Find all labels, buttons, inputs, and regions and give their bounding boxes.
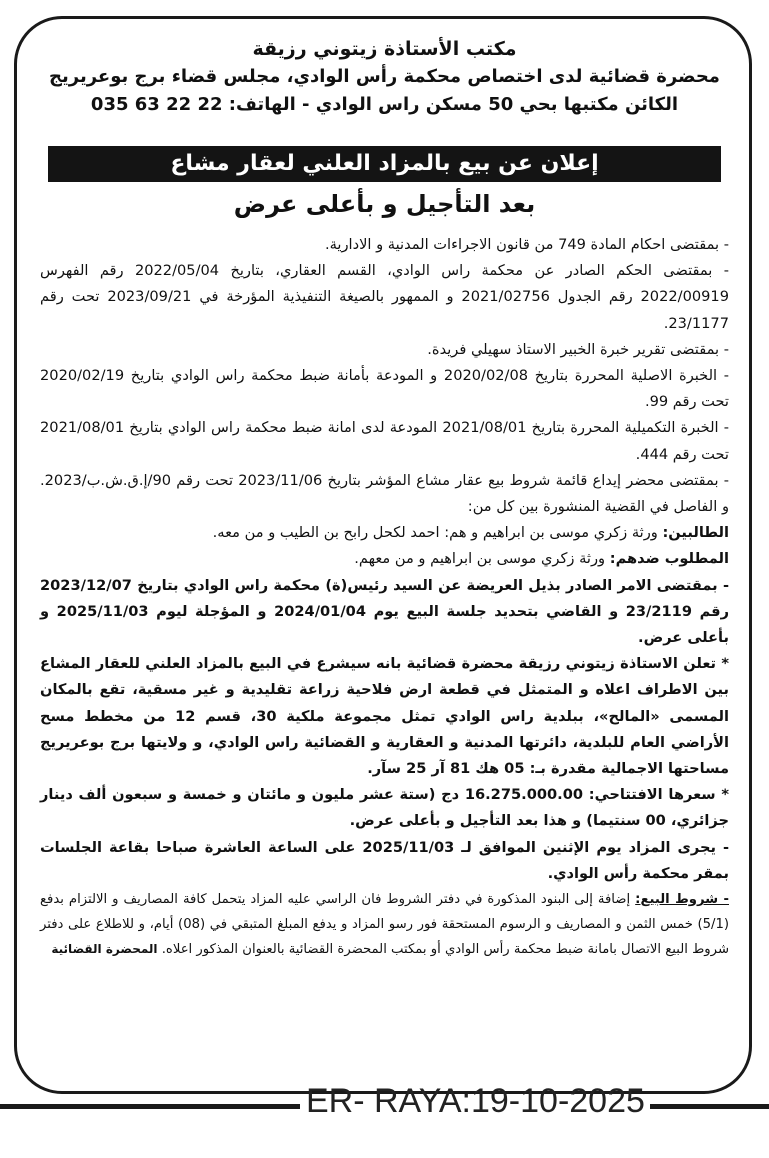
terms-label: - شروط البيع:	[635, 892, 729, 908]
newspaper-footer: ER- RAYA:19-10-2025	[306, 1082, 645, 1120]
paragraph-conditions-deposit: - بمقتضى محضر إيداع قائمة شروط بيع عقار مشاع المؤشر بتاريخ 2023/11/06 تحت رقم 90/إ.ق.ش.ب/2023. و الفاصل في القضية المنشورة بين كل من:	[40, 471, 729, 516]
claimants	[40, 520, 729, 546]
notice-title: إعلان عن بيع بالمزاد العلني لعقار مشاع	[48, 146, 721, 182]
defendants-label: المطلوب ضدهم:	[609, 550, 729, 568]
terms-value: إضافة إلى البنود المذكورة في دفتر الشروط فان الراسي عليه المزاد يتحمل كافة المصاريف و الالتزام بدفع (5/1) خمس الثمن و المصاريف و الرسوم المستحقة فور رسو المزاد و يدفع المبلغ المتبقي في (08) أيام، و للاطلاع على دفتر شروط البيع الاتصال بامانة ضبط محكمة رأس الوادي أو بمكتب المحضرة القضائية بالعنوان المذكور اعلاه.	[40, 892, 730, 958]
defendants-value: ورثة زكري موسى بن ابراهيم و من معهم.	[354, 550, 606, 568]
notice-subtitle: بعد التأجيل و بأعلى عرض	[233, 190, 536, 218]
paragraph-judgment: - بمقتضى الحكم الصادر عن محكمة راس الوادي، القسم العقاري، بتاريخ 2022/05/04 رقم الفهرس 2022/00919 رقم الجدول 2021/02756 و الممهور بالصيغة التنفيذية المؤرخة في 2023/09/21 تحت رقم 23/1177.	[40, 262, 729, 332]
address-line: الكائن مكتبها بحي 50 مسكن راس الوادي - الهاتف: 22 22 63 035	[90, 94, 679, 115]
claimants-label: الطالبين:	[662, 524, 729, 542]
paragraph-price: * سعرها الافتتاحي: 16.275.000.00 دج (ستة عشر مليون و مائتان و خمسة و سبعون ألف دينار جزائري، 00 سنتيما) و هذا بعد التأجيل و بأعلى عرض.	[40, 786, 730, 830]
claimants-value: ورثة زكري موسى بن ابراهيم و هم: احمد لكحل رابح بن الطيب و من معه.	[212, 524, 658, 542]
office-name: مكتب الأستاذة زيتوني رزيقة	[252, 38, 517, 60]
notice-body	[40, 232, 729, 962]
footer-rule-left	[0, 1104, 300, 1109]
defendants	[40, 546, 729, 572]
signature: المحضرة القضائية	[51, 942, 158, 957]
paragraph-announcement: * تعلن الاستاذة زيتوني رزيقة محضرة قضائية بانه سيشرع في البيع بالمزاد العلني للعقار المشاع بين الاطراف اعلاه و المتمثل في قطعة ارض فلاحية زراعة تقليدية و غير مسقية، تقع بالمكان المسمى «المالح»، ببلدية راس الوادي تمثل مجموعة ملكية 30، قسم 12 من مخطط مسح الأراضي العام للبلدية، دائرتها المدنية و العقارية و القضائية راس الوادي، و ولايتها برج بوعريريج مساحتها الاجمالية مقدرة بـ: 05 هك 81 آر 25 سآر.	[40, 655, 729, 778]
paragraph-terms	[40, 887, 729, 962]
paragraph-complementary-expertise: - الخبرة التكميلية المحررة بتاريخ 2021/08/01 المودعة لدى امانة ضبط محكمة راس الوادي بتاريخ 2021/08/01 تحت رقم 444.	[40, 419, 729, 463]
paragraph-session: - يجرى المزاد يوم الإثنين الموافق لـ 2025/11/03 على الساعة العاشرة صباحا بقاعة الجلسات بمقر محكمة رأس الوادي.	[40, 838, 730, 882]
paragraph-law: - بمقتضى احكام المادة 749 من قانون الاجراءات المدنية و الادارية.	[324, 236, 729, 253]
paragraph-expert: - بمقتضى تقرير خبرة الخبير الاستاذ سهيلي فريدة.	[427, 340, 729, 358]
paragraph-original-expertise: - الخبرة الاصلية المحررة بتاريخ 2020/02/08 و المودعة بأمانة ضبط محكمة راس الوادي بتاريخ 2020/02/19 تحت رقم 99.	[40, 367, 730, 411]
footer-rule-right	[650, 1104, 769, 1109]
court-line: محضرة قضائية لدى اختصاص محكمة رأس الوادي، مجلس قضاء برج بوعريريج	[49, 66, 720, 87]
paragraph-order: - بمقتضى الامر الصادر بذيل العريضة عن السيد رئيس(ة) محكمة راس الوادي بتاريخ 2023/12/07 رقم 23/2119 و القاضي بتحديد جلسة البيع يوم 2024/01/04 و المؤجلة ليوم 2025/11/03 و بأعلى عرض.	[40, 576, 729, 647]
